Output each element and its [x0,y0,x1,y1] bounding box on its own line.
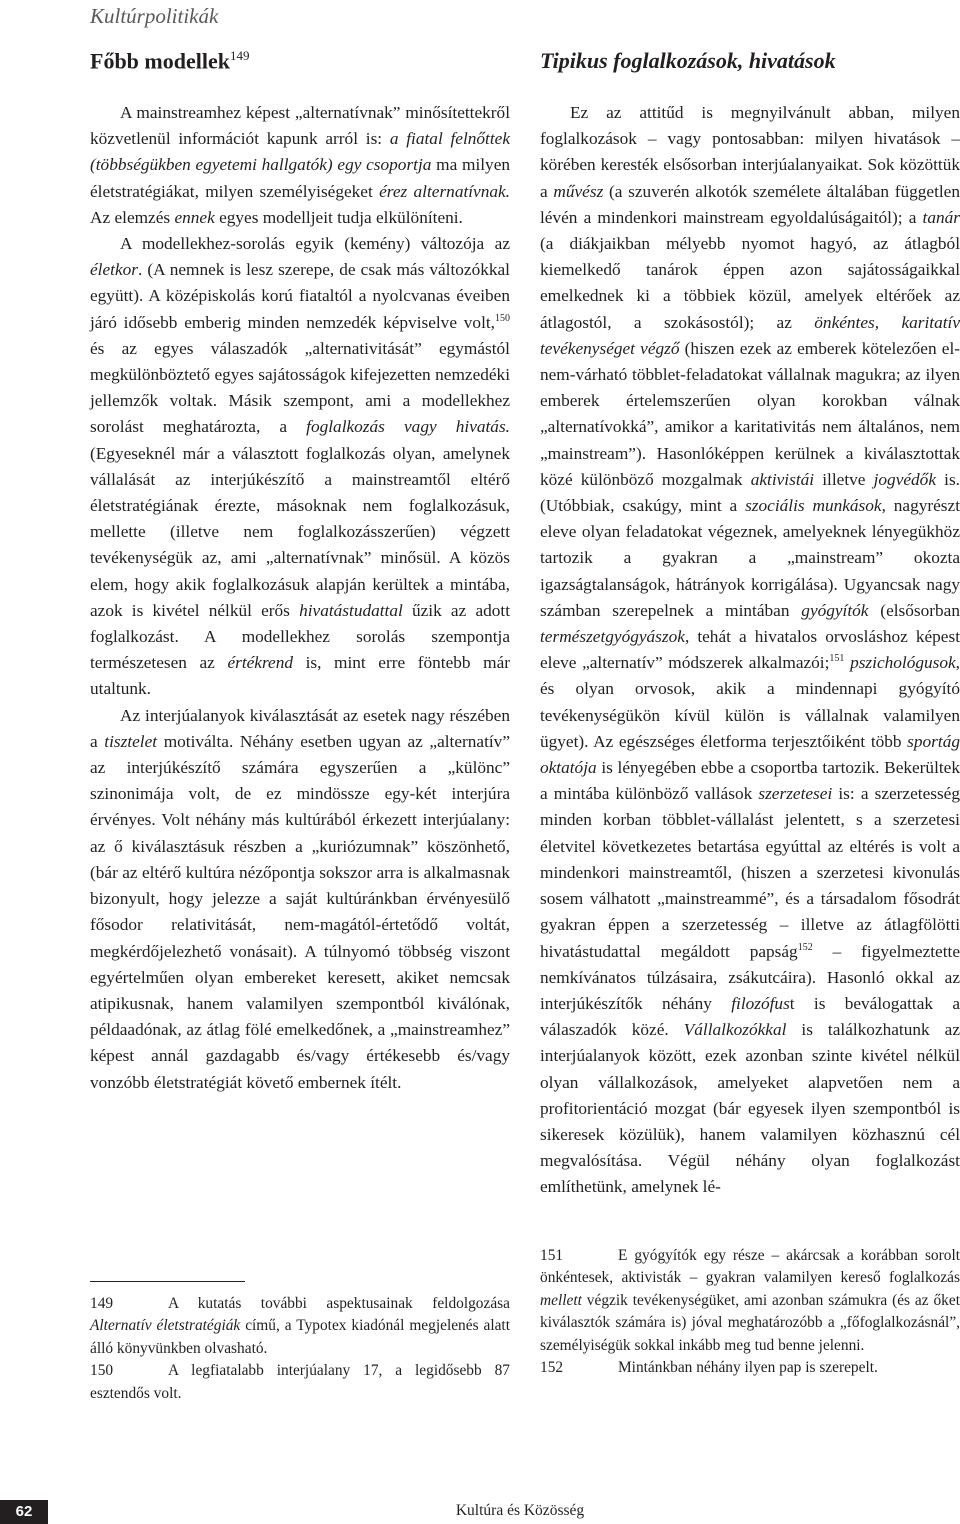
footnote-150 [90,1360,510,1405]
text-run: , és olyan orvosok, akik a mindennapi gyógyító tevékenységükön kívül külön is vállalnak valamilyen ügyet). Az egészséges életforma terjesztőiként több [540,653,960,751]
emphasis-text: a fiatal felnőttek (többségükben egyetemi hallgatók) egy csoportja [90,129,510,175]
emphasis-text: tisztelet [104,731,158,751]
emphasis-text: mellett [540,1291,582,1309]
emphasis-text: Vállalkozókkal [683,1020,787,1040]
text-run: A modellekhez-sorolás egyik (kemény) változója az [120,234,510,254]
emphasis-text: tanár [922,207,960,227]
footnote-152 [540,1357,960,1379]
text-run: is, mint erre föntebb már utaltunk. [90,653,510,699]
emphasis-text: szociális munkások, [745,496,886,516]
text-run: A kutatás további aspektusainak feldolgozása [168,1295,510,1312]
emphasis-text: szerzetesei [758,784,833,804]
text-run: nagyrészt eleve olyan feladatokat végeznek, amelyeknek lényegükhöz tartozik a gyakran a „mainstream” okozta igazságtalanságok, hátrányok korrigálása). Ugyancsak nagy számban szerepelnek a mintában [540,496,960,620]
footnote-divider [90,1281,245,1282]
emphasis-text: jogvédők [873,469,936,489]
text-run: és az egyes válaszadók „alternativitását” egymástól megkülönböztető egyes sajátosságok kifejezetten nemzedéki jellemzők voltak. Másik szempont, ami a modellekhez sorolást meghatározta, a [90,338,510,437]
footnote-149 [90,1293,510,1360]
emphasis-text: érez alternatívnak. [379,181,511,201]
section-title-typical-occupations: Tipikus foglalkozások, hivatások [540,48,836,73]
page-footer [0,1500,960,1523]
text-run: (hiszen ezek az emberek kötelezően el-nem-várható többlet-feladatokat vállalnak magukra; az ilyen emberek értelemszerűen olyan korokban válnak „alternatívokká”, amikor a karitativitás nem általános, nem „mainstream”). Hasonlóképpen kerülnek a kiválasztottak közé különböző mozgalmak [540,338,960,489]
journal-name: Kultúra és Közösség [455,1502,585,1519]
footnote-ref: 152 [797,941,813,953]
footnote-number: 150 [90,1362,114,1380]
body-paragraph [90,100,510,231]
text-run: Mintánkban néhány ilyen pap is szerepelt. [618,1359,878,1377]
emphasis-text: pszichológusok [850,653,956,673]
emphasis-text: életkor [90,260,138,280]
emphasis-text: értékrend [227,653,294,673]
emphasis-text: sportág oktatója [540,731,960,778]
emphasis-text: gyógyítók [801,600,869,620]
footnote-ref: 151 [829,653,845,665]
text-run: is találkozhatunk az interjúalanyok között, ezek azonban szinte kivétel nélkül olyan vállalkozások, amelyeket alapvetően nem a profitorientáció mozgat (bár egyesek ilyen szempontból is sikeresek közülük), hanem valamilyen közhasznú cél megvalósítása. Végül néhány olyan foglalkozást említhetünk, amelynek lé- [540,1020,960,1197]
text-run: illetve [814,469,874,489]
text-run: t is beválogattak a válaszadók közé. [540,993,960,1040]
footnote-ref-149: 149 [229,48,250,63]
text-run: E gyógyítók egy része – akárcsak a korábban sorolt önkéntesek, aktivisták – gyakran valamilyen kereső foglalkozás [540,1247,960,1287]
text-run: egyes modelljeit tudja elkülöníteni. [214,207,463,227]
emphasis-text: ennek [174,207,215,227]
running-head: Kultúrpolitikák [90,4,219,28]
right-body-column [540,100,960,1201]
section-title-main-models [90,48,249,74]
emphasis-text: filozófus [731,993,790,1013]
footnote-number: 152 [540,1359,564,1377]
body-paragraph [90,231,510,703]
text-run: . (A nemnek is lesz szerepe, de csak más változókkal együtt). A középiskolás korú fiataltól a nyolcvanas éveiben járó idősebb emberig minden nemzedék képviselve volt, [90,260,510,332]
text-run: motiválta. Néhány esetben ugyan az „alternatív” az interjúkészítő számára egyszerűen a „különc” szinonimája volt, de ez mindössze egy-két interjúra érvényes. Volt néhány más kultúrából érkezett interjúalany: az ő kiválasztásuk részben a „kuriózumnak” köszönhető, (bár az eltérő kultúra nézőpontja sokszor arra is alkalmasnak bizonyult, hogy jelezze a saját kultúránkban érvényesülő fősodor relativitását, nem-magától-értetődő voltát, megkérdőjelezhető vonásait). A túlnyomó többség viszont egyértelműen olyan embereket keresett, akiket nemcsak atipikusnak, hanem valamilyen szempontból kiválónak, példaadónak, az átlag fölé emelkedőnek, a „mainstreamhez” képest annál gazdagabb és/vagy értékesebb és/vagy vonzóbb életstratégiát követő embernek ítélt. [90,731,510,1092]
emphasis-text: művész [553,181,604,201]
text-run: is lényegében ebbe a csoportba tartozik. Bekerültek a mintába különböző vallások [540,758,960,804]
emphasis-text: hivatástudattal [299,600,403,620]
body-paragraph [540,100,960,1201]
text-run: ma milyen életstratégiákat, milyen személyiségeket [90,155,510,201]
text-run: (Egyeseknél már a választott foglalkozás olyan, amelynek vállalását az interjúkészítő a mainstreamtől eltérő életstratégiának érezte, másoknak nem foglalkozásuk, mellette (illetve nem foglalkozásszerűen) végzett tevékenységük az, ami „alternatívnak” minősül. A közös elem, hogy akik foglalkozásuk alapján kerültek a mintába, azok is kivétel nélkül erős [90,443,510,620]
text-run: A mainstreamhez képest „alternatívnak” minősítettekről közvetlenül információt kapunk arról is: [90,103,510,149]
text-run: Az elemzés [90,207,175,227]
text-run: – figyelmeztette nemkívánatos túlzásaira, zsákutcáira). Hasonló okkal az interjúkészítők néhány [540,941,960,1013]
footnote-ref: 150 [495,312,510,324]
emphasis-text: foglalkozás vagy hivatás. [306,417,510,437]
text-run: Ez az attitűd is megnyilvánult abban, milyen foglalkozások – vagy pontosabban: milyen hivatások – körében keresték elsősorban interjúalanyaikat. Sok közöttük a [540,103,960,201]
text-run: című, a Typotex kiadónál megjelenés alatt álló könyvünkben olvasható. [90,1317,510,1357]
emphasis-text: természetgyógyászok [540,627,685,647]
emphasis-text: aktivistái [750,469,815,489]
footnotes-left [90,1293,510,1405]
text-run: űzik az adott foglalkozást. A modellekhez sorolás szempontja természetesen az [90,600,511,673]
emphasis-text: önkéntes, karitatív tevékenységet végző [540,312,960,358]
text-run: A legfiatalabb interjúalany 17, a legidősebb 87 esztendős volt. [90,1362,510,1402]
page-number: 62 [0,1500,48,1524]
text-run: végzik tevékenységüket, ami azonban számukra (és az őket kiválasztók számára is) jóval meghatározóbb a „főfoglalkozásnál”, személyiségük sokkal inkább meg tud benne jelenni. [540,1291,960,1354]
text-run: (a diákjaikban mélyebb nyomot hagyó, az átlagból kiemelkedő tanárok éppen azon sajátosságaikkal emelkednek ki a többiek közül, amelyek eltérőek az átlagostól, a szokásostól); az [540,234,960,332]
footnote-number: 149 [90,1295,114,1312]
text-run: is: a szerzetesség minden korban többlet-vállalást jelentett, s a szerzetesi életvitel következetes betartása egyúttal az eltérés is volt a mindenkori mainstreamtől, (hiszen a szerzetesi kivonulás sosem válhatott „mainstreammé”, és a társadalom fősodrát gyakran éppen a szerzetesség – illetve az átlagfölötti hivatástudattal megáldott papság [540,784,960,961]
footnote-151 [540,1245,960,1357]
text-run: Az interjúalanyok kiválasztását az esetek nagy részében a [90,705,510,751]
footnote-number: 151 [540,1247,564,1264]
text-run: is. (Utóbbiak, csakúgy, mint a [540,469,960,516]
left-body-column [90,100,510,1096]
text-run: , tehát a hivatalos orvosláshoz képest eleve „alternatív” módszerek alkalmazói; [540,627,960,673]
text-run: (elsősorban [868,600,960,620]
text-run: (a szuverén alkotók személete általában független lévén a mindenkori mainstream egyoldalúságaitól); a [540,181,960,227]
body-paragraph [90,703,510,1096]
emphasis-text: Alternatív életstratégiák [90,1317,241,1335]
footnotes-right [540,1245,960,1379]
section-title-text: Főbb modellek [90,48,230,74]
